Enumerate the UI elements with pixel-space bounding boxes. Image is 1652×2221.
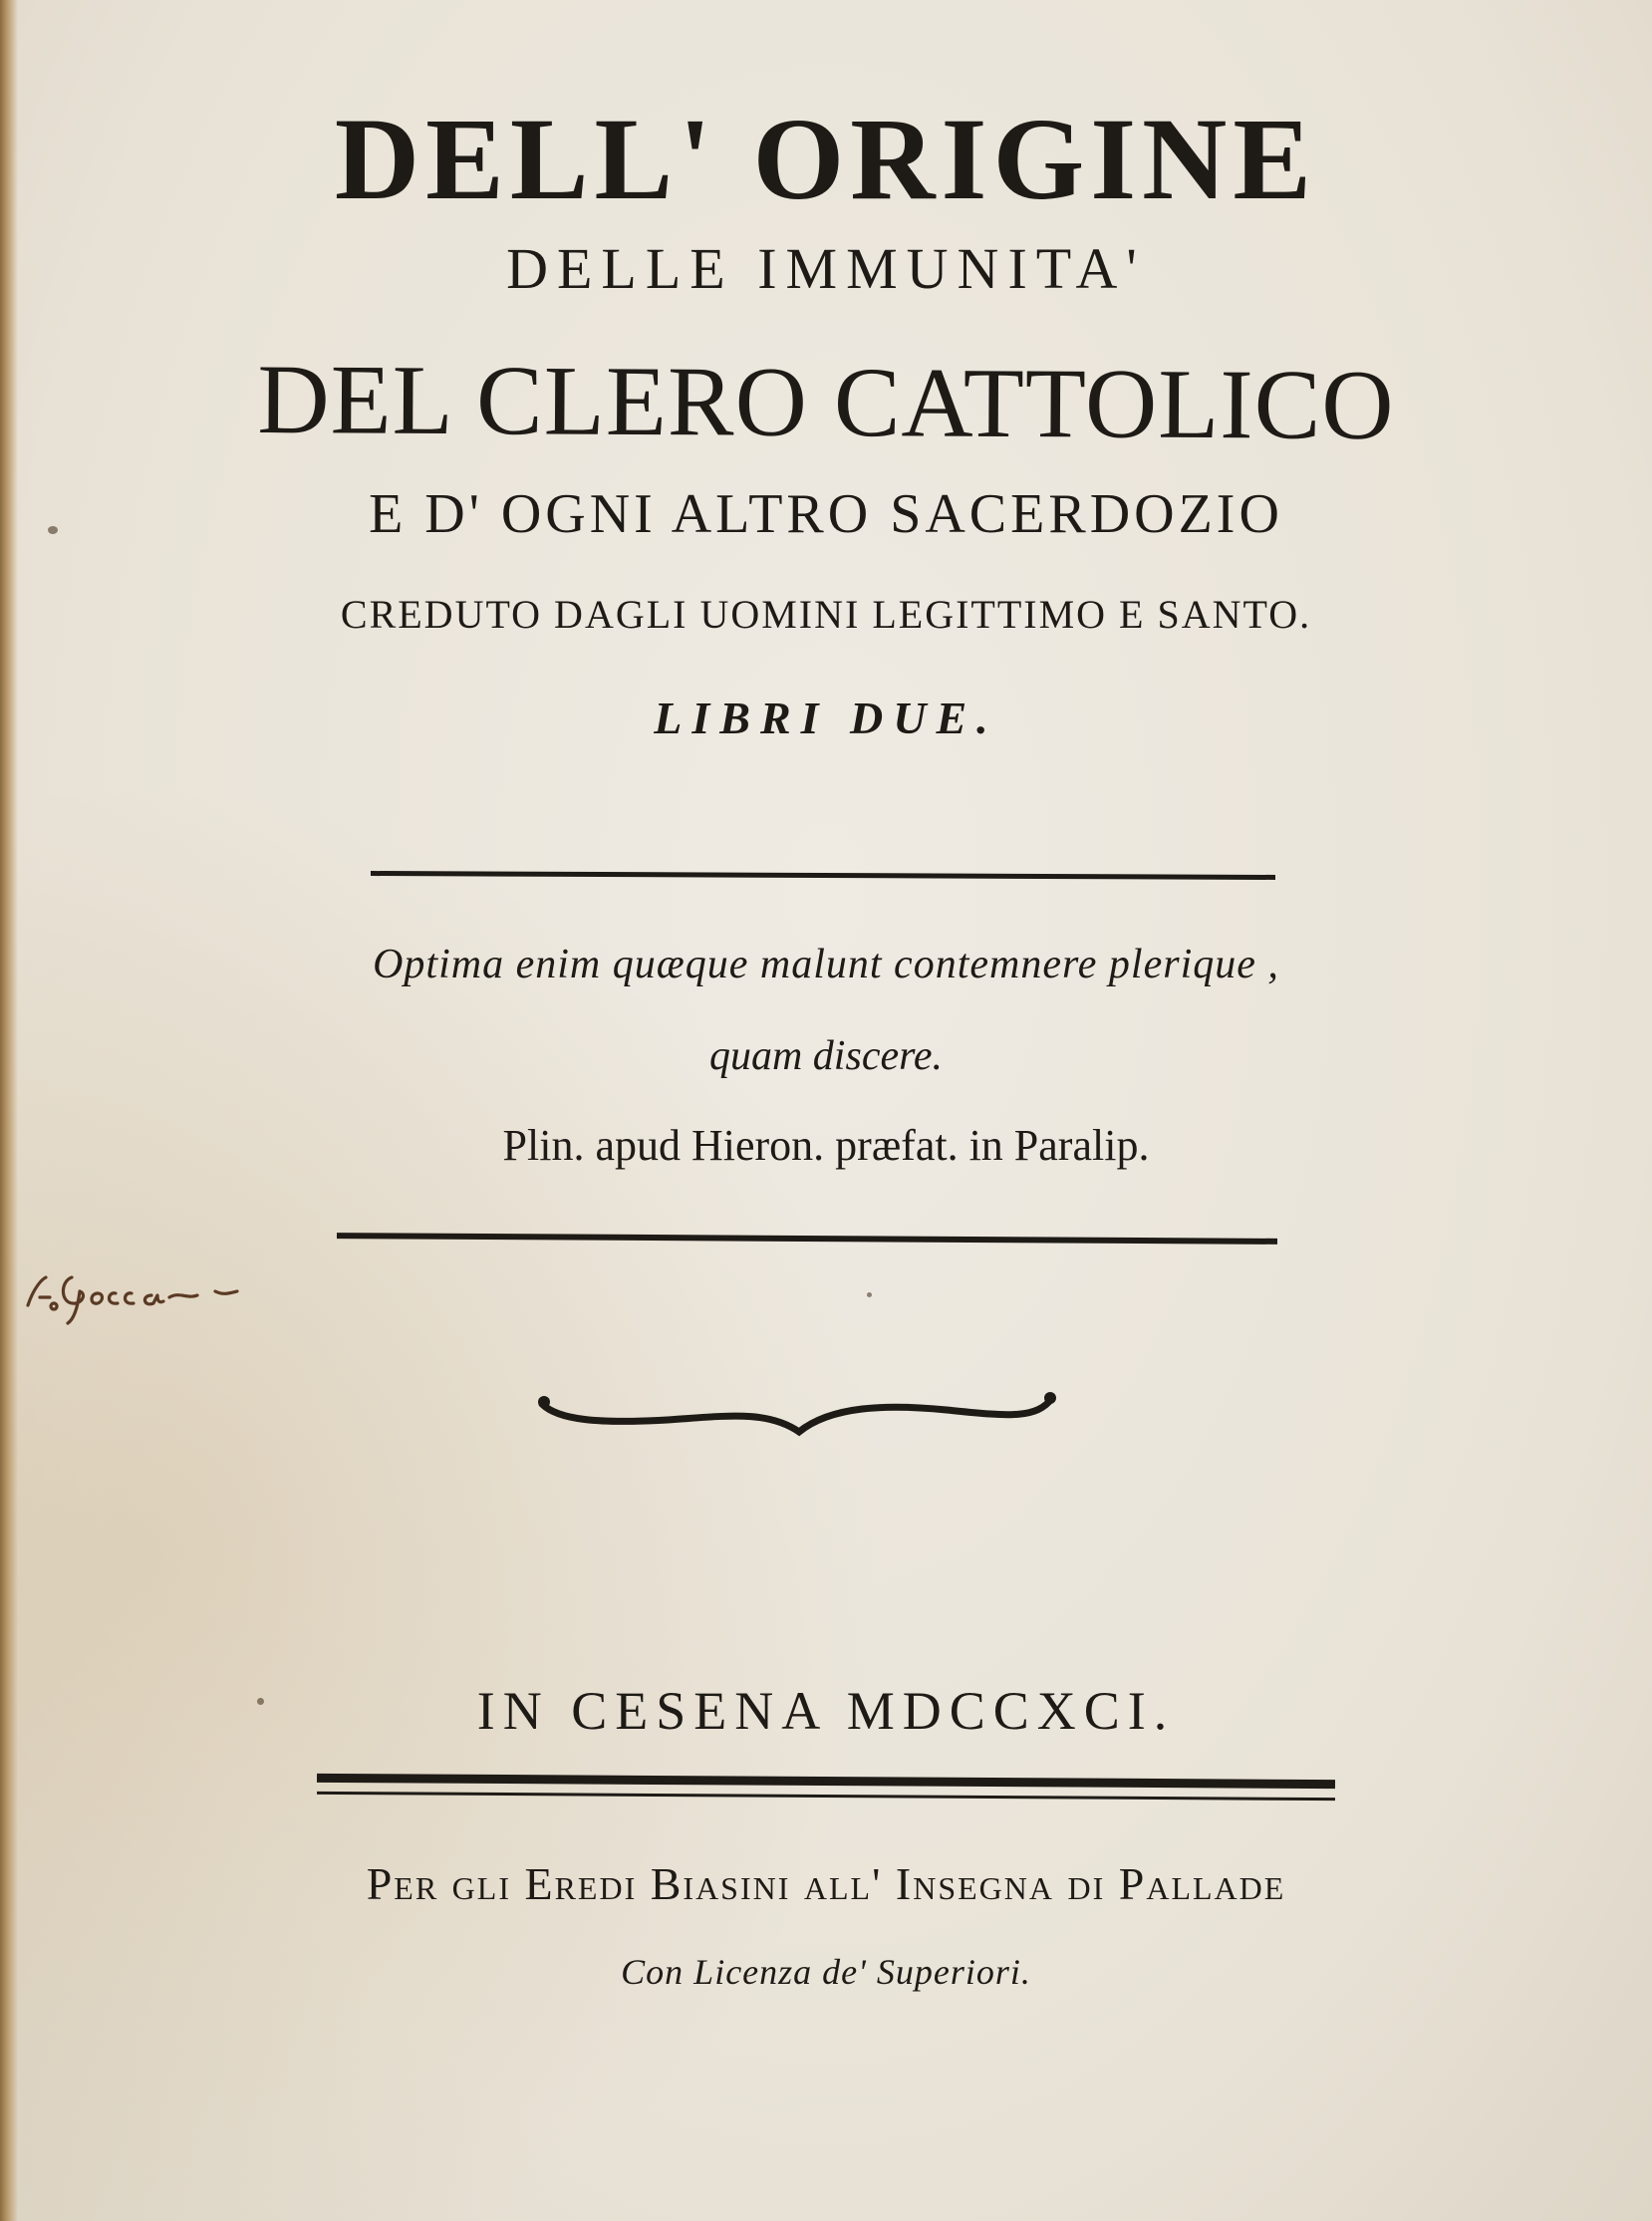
title-line-5: CREDUTO DAGLI UOMINI LEGITTIMO E SANTO. xyxy=(340,592,1312,637)
bottom-rule-thick xyxy=(317,1774,1335,1789)
top-rule xyxy=(371,871,1275,880)
title-line-1: DELL' ORIGINE xyxy=(334,94,1318,224)
handwritten-note xyxy=(20,1257,289,1327)
title-line-4: E D' OGNI ALTRO SACERDOZIO xyxy=(369,483,1283,545)
bottom-rule-thin xyxy=(317,1792,1335,1801)
printer-line: Per gli Eredi Biasini all' Insegna di Pallade xyxy=(366,1858,1286,1909)
license-line: Con Licenza de' Superiori. xyxy=(621,1952,1031,1992)
epigraph-line-1: Optima enim quæque malunt contemnere plerique , xyxy=(373,942,1279,987)
foxing-spot xyxy=(48,526,58,534)
title-line-2: DELLE IMMUNITA' xyxy=(506,236,1146,301)
foxing-spot xyxy=(867,1292,872,1297)
middle-rule xyxy=(337,1233,1277,1245)
epigraph-attribution: Plin. apud Hieron. præfat. in Paralip. xyxy=(502,1121,1150,1170)
epigraph-line-2: quam discere. xyxy=(708,1033,944,1079)
place-and-date: IN CESENA MDCCXCI. xyxy=(476,1681,1176,1741)
title-line-6: LIBRI DUE. xyxy=(654,693,998,743)
foxing-spot xyxy=(257,1698,264,1705)
title-line-3: DEL CLERO CATTOLICO xyxy=(257,344,1395,460)
ornament-flourish xyxy=(538,1390,1056,1450)
